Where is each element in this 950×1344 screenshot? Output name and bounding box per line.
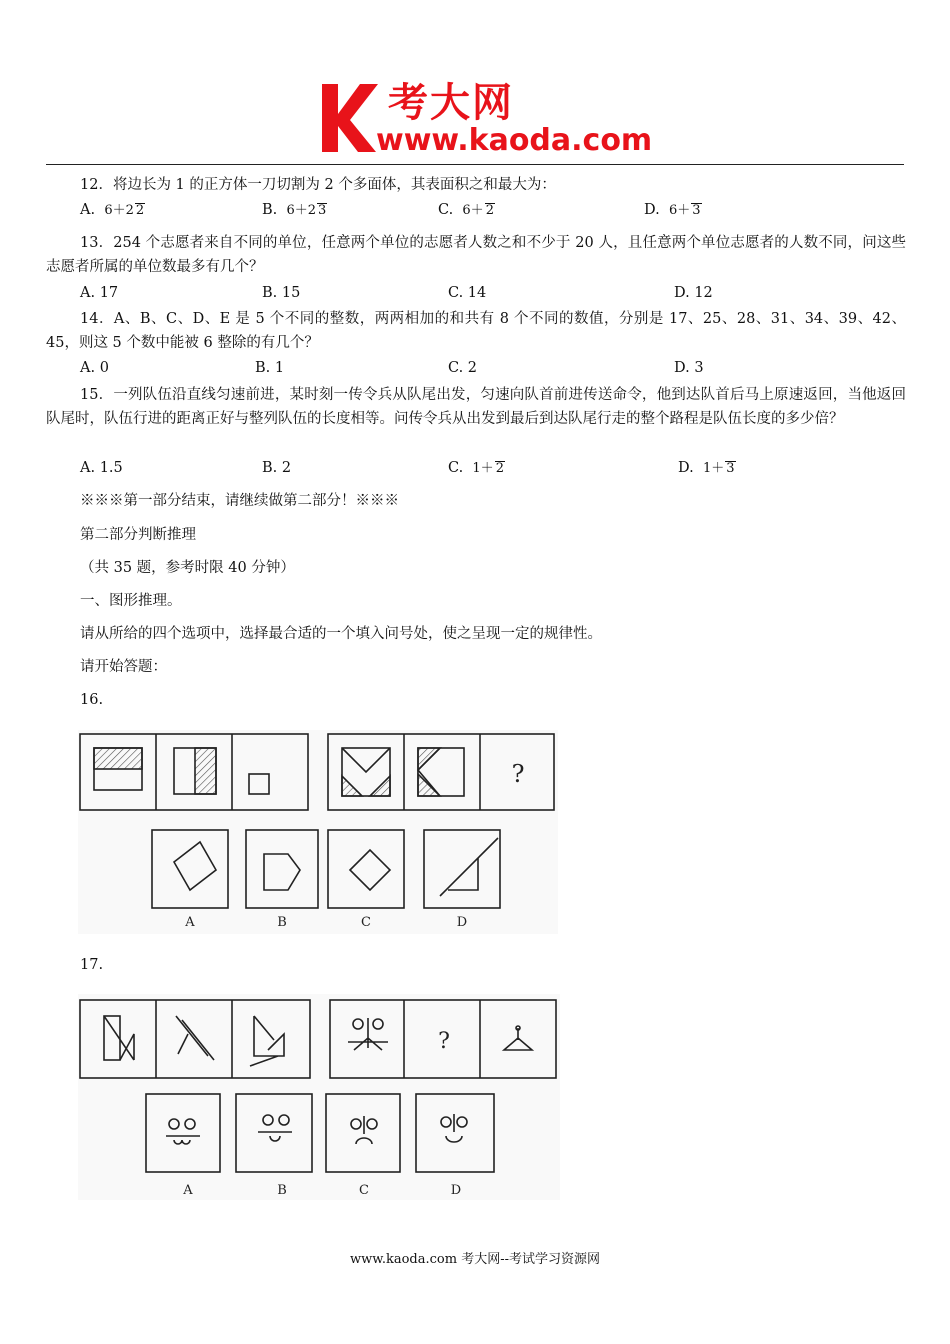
q14-option-d[interactable]: D. 3 (674, 360, 704, 376)
q16-option-c-label[interactable]: C (361, 915, 371, 930)
start-prompt: 请开始答题： (80, 659, 167, 675)
page-footer: www.kaoda.com 考大网--考试学习资源网 (350, 1252, 600, 1267)
q17-options (146, 1094, 494, 1172)
q16-option-b-label[interactable]: B (277, 915, 287, 930)
q13-option-b[interactable]: B. 15 (262, 285, 301, 301)
q16-question-mark: ? (511, 760, 525, 788)
q15-stem: 15．一列队伍沿直线匀速前进，某时刻一传令兵从队尾出发，匀速向队首前进传送命令，他到达队首后马上原速返回，当他返回队尾时，队伍行进的距离正好与整列队伍的长度相等。问传令兵从出发到最后到达队尾行走的整个路程是队伍长度的多少倍？ (46, 387, 906, 427)
q13-option-a[interactable]: A. 17 (80, 285, 119, 301)
q15-option-a[interactable]: A. 1.5 (80, 460, 123, 476)
q13-option-c[interactable]: C. 14 (448, 285, 487, 301)
q16-option-a-label[interactable]: A (185, 915, 195, 930)
q12-stem: 12．将边长为 1 的正方体一刀切割为 2 个多面体，其表面积之和最大为： (80, 177, 556, 193)
section-heading: 一、图形推理。 (80, 593, 182, 609)
q12-option-c[interactable]: C. 6＋ 2 (438, 202, 494, 218)
q12-option-a[interactable]: A. 6＋2 2 (80, 202, 145, 218)
q17-option-b-label[interactable]: B (277, 1183, 287, 1198)
q12-option-d[interactable]: D. 6＋ 3 (644, 202, 701, 218)
part2-title: 第二部分判断推理 (80, 527, 196, 543)
q13-stem: 13．254 个志愿者来自不同的单位，任意两个单位的志愿者人数之和不少于 20 人，且任意两个单位志愿者的人数不同，问这些志愿者所属的单位数最多有几个？ (46, 235, 906, 275)
q15-option-d[interactable]: D. 1＋ 3 (678, 460, 735, 476)
q14-option-b[interactable]: B. 1 (255, 360, 285, 376)
q16-option-d-label[interactable]: D (456, 915, 468, 930)
logo-url: www.kaoda.com (376, 123, 653, 158)
q15-option-c[interactable]: C. 1＋ 2 (448, 460, 504, 476)
logo-chinese-name: 考大网 (388, 80, 514, 126)
q17-number: 17. (80, 957, 104, 973)
q17-option-c-label[interactable]: C (359, 1183, 369, 1198)
q14-option-c[interactable]: C. 2 (448, 360, 478, 376)
part2-subtitle: （共 35 题，参考时限 40 分钟） (80, 560, 295, 576)
q17-figure (78, 994, 560, 1200)
q12-option-b[interactable]: B. 6＋2 3 (262, 202, 327, 218)
q13-option-d[interactable]: D. 12 (674, 285, 713, 301)
q14-stem: 14．A、B、C、D、E 是 5 个不同的整数，两两相加的和共有 8 个不同的数值，分别是 17、25、28、31、34、39、42、45，则这 5 个数中能被 6 整除的有几个？ (46, 311, 906, 351)
logo-k-mark (318, 80, 380, 156)
q17-option-d-label[interactable]: D (450, 1183, 462, 1198)
q15-option-b[interactable]: B. 2 (262, 460, 292, 476)
q16-number: 16. (80, 692, 104, 708)
q17-sequence-left (80, 1000, 310, 1078)
header-divider (46, 164, 904, 165)
q14-option-a[interactable]: A. 0 (80, 360, 109, 376)
q16-sequence-left (80, 734, 308, 810)
q16-options (152, 830, 500, 908)
q17-option-a-label[interactable]: A (183, 1183, 193, 1198)
q17-question-mark: ? (438, 1029, 450, 1054)
part1-end-note: ※※※第一部分结束，请继续做第二部分！※※※ (80, 493, 399, 509)
q16-figure (78, 730, 558, 934)
section-instruction: 请从所给的四个选项中，选择最合适的一个填入问号处，使之呈现一定的规律性。 (80, 626, 602, 642)
site-logo[interactable] (318, 80, 653, 160)
